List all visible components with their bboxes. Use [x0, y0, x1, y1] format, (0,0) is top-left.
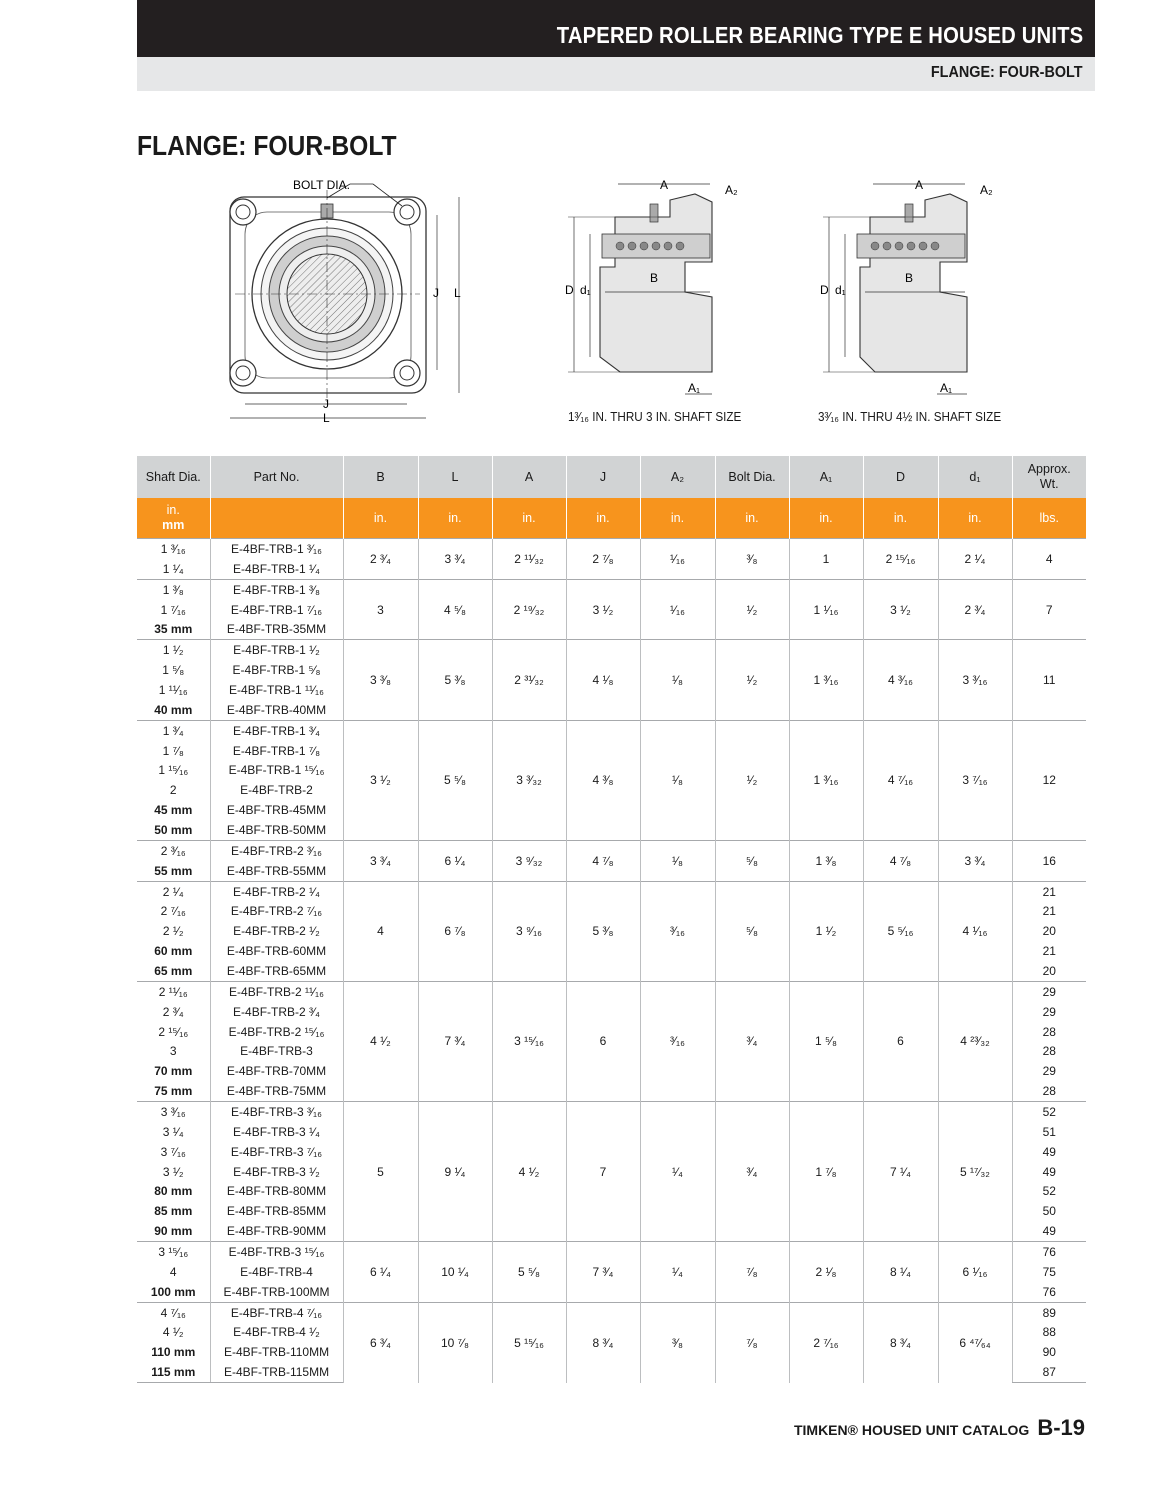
- weight-cell: 21: [1012, 941, 1086, 961]
- dim-d-label-2: D: [820, 283, 829, 297]
- weight-cell: 20: [1012, 921, 1086, 941]
- col-header-d: D: [863, 456, 938, 498]
- dim-a-label: A: [660, 178, 669, 192]
- table-row: [137, 539, 1086, 559]
- dim-a2-cell: ¹⁄₈: [640, 640, 715, 720]
- weight-cell: 21: [1012, 881, 1086, 901]
- shaft-dia-cell: 4 ⁷⁄₁₆: [137, 1302, 210, 1322]
- part-no-cell: E-4BF-TRB-1 ¹¹⁄₁₆: [210, 680, 343, 700]
- dim-d1-cell: 3 ⁷⁄₁₆: [938, 720, 1012, 840]
- part-no-cell: E-4BF-TRB-80MM: [210, 1182, 343, 1202]
- dim-b-cell: 5: [343, 1102, 418, 1242]
- dim-a-cell: 5 ⁵⁄₈: [492, 1242, 566, 1303]
- dim-l-cell: 3 ³⁄₄: [418, 539, 492, 580]
- shaft-dia-cell: 100 mm: [150, 1284, 196, 1299]
- part-no-cell: E-4BF-TRB-40MM: [210, 700, 343, 720]
- page-title: FLANGE: FOUR-BOLT: [137, 130, 397, 161]
- weight-cell: 88: [1012, 1323, 1086, 1343]
- table-row: [137, 981, 1086, 1001]
- dim-l-cell: 4 ⁵⁄₈: [418, 579, 492, 640]
- part-no-cell: E-4BF-TRB-60MM: [210, 941, 343, 961]
- weight-cell: 28: [1012, 1081, 1086, 1101]
- part-no-cell: E-4BF-TRB-2 ¹⁄₂: [210, 921, 343, 941]
- weight-cell: 20: [1012, 961, 1086, 981]
- weight-cell: 52: [1012, 1182, 1086, 1202]
- dim-b-cell: 6 ¹⁄₄: [343, 1242, 418, 1303]
- part-no-cell: E-4BF-TRB-100MM: [210, 1282, 343, 1302]
- shaft-dia-cell: 2 ³⁄₄: [162, 1004, 184, 1019]
- table-row: [137, 579, 1086, 599]
- dim-b-label-2: B: [905, 271, 914, 285]
- dim-d-cell: 8 ³⁄₄: [863, 1302, 938, 1382]
- dim-j-cell: 4 ¹⁄₈: [566, 640, 640, 720]
- part-no-cell: E-4BF-TRB-1 ⁷⁄₁₆: [210, 600, 343, 620]
- dim-j-cell: 8 ³⁄₄: [566, 1302, 640, 1382]
- col-header-a1: A₁: [789, 456, 863, 498]
- dim-a2-cell: ¹⁄₁₆: [640, 579, 715, 640]
- weight-cell: 49: [1012, 1162, 1086, 1182]
- dim-l-cell: 10 ¹⁄₄: [418, 1242, 492, 1303]
- dim-d-cell: 8 ¹⁄₄: [863, 1242, 938, 1303]
- dim-a-cell: 3 ³⁄₃₂: [492, 720, 566, 840]
- weight-cell: 75: [1012, 1262, 1086, 1282]
- dim-d1-label: d₁: [580, 283, 591, 297]
- unit-d: in.: [863, 498, 938, 539]
- weight-cell: 50: [1012, 1201, 1086, 1221]
- shaft-dia-cell: 110 mm: [151, 1345, 196, 1360]
- weight-cell: 51: [1012, 1122, 1086, 1142]
- dim-b-cell: 2 ³⁄₄: [343, 539, 418, 580]
- weight-cell: 49: [1012, 1221, 1086, 1241]
- dim-a2-cell: ¹⁄₄: [640, 1242, 715, 1303]
- shaft-dia-cell: 4: [169, 1264, 177, 1279]
- part-no-cell: E-4BF-TRB-1 ¹⁄₂: [210, 640, 343, 660]
- shaft-dia-cell: 2 ¹⁄₄: [137, 881, 210, 901]
- dim-d1-cell: 3 ³⁄₄: [938, 840, 1012, 881]
- shaft-dia-cell: 4 ¹⁄₂: [162, 1325, 184, 1340]
- part-no-cell: E-4BF-TRB-4 ¹⁄₂: [210, 1323, 343, 1343]
- shaft-dia-cell: 1 ⁷⁄₁₆: [160, 602, 186, 617]
- weight-cell: 16: [1012, 840, 1086, 881]
- dim-d-cell: 6: [863, 981, 938, 1101]
- dim-l-cell: 5 ⁵⁄₈: [418, 720, 492, 840]
- dim-l-bottom-label: L: [323, 411, 330, 425]
- dim-a1-cell: 1 ¹⁄₁₆: [789, 579, 863, 640]
- dim-a1-cell: 1 ³⁄₁₆: [789, 720, 863, 840]
- dim-a1-label-2: A₁: [940, 381, 953, 395]
- shaft-dia-cell: 1 ³⁄₁₆: [137, 539, 210, 559]
- shaft-dia-cell: 60 mm: [154, 944, 193, 959]
- dim-b-cell: 3: [343, 579, 418, 640]
- dim-a-cell: 3 ¹⁵⁄₁₆: [492, 981, 566, 1101]
- dim-bolt-cell: ³⁄₄: [715, 981, 789, 1101]
- weight-cell: 29: [1012, 981, 1086, 1001]
- shaft-dia-cell: 75 mm: [154, 1084, 193, 1099]
- shaft-dia-cell: 3 ⁷⁄₁₆: [160, 1144, 186, 1159]
- dim-b-cell: 3 ³⁄₈: [343, 640, 418, 720]
- table-row: [137, 720, 1086, 740]
- caption-small-shaft: 1³⁄₁₆ IN. THRU 3 IN. SHAFT SIZE: [568, 409, 742, 424]
- header-bar: [137, 0, 1095, 57]
- dim-j-cell: 5 ³⁄₈: [566, 881, 640, 981]
- table-row: [137, 1102, 1086, 1122]
- dim-b-cell: 3 ¹⁄₂: [343, 720, 418, 840]
- shaft-dia-cell: 50 mm: [154, 822, 193, 837]
- caption-large-shaft: 3³⁄₁₆ IN. THRU 4½ IN. SHAFT SIZE: [818, 409, 1002, 424]
- shaft-dia-cell: 45 mm: [154, 803, 193, 818]
- dim-bolt-cell: ⁵⁄₈: [715, 840, 789, 881]
- part-no-cell: E-4BF-TRB-1 ³⁄₄: [210, 720, 343, 740]
- part-no-cell: E-4BF-TRB-2 ¹¹⁄₁₆: [210, 981, 343, 1001]
- unit-l: in.: [418, 498, 492, 539]
- col-header-j: J: [566, 456, 640, 498]
- dim-d1-cell: 2 ¹⁄₄: [938, 539, 1012, 580]
- dim-l-cell: 9 ¹⁄₄: [418, 1102, 492, 1242]
- dim-j-cell: 3 ¹⁄₂: [566, 579, 640, 640]
- col-header-l: L: [418, 456, 492, 498]
- shaft-dia-cell: 1 ¹⁄₄: [162, 561, 184, 576]
- dim-d-cell: 4 ³⁄₁₆: [863, 640, 938, 720]
- dim-d-cell: 2 ¹⁵⁄₁₆: [863, 539, 938, 580]
- dim-a-cell: 4 ¹⁄₂: [492, 1102, 566, 1242]
- part-no-cell: E-4BF-TRB-2: [210, 780, 343, 800]
- weight-cell: 4: [1012, 539, 1086, 580]
- dim-a2-cell: ¹⁄₈: [640, 840, 715, 881]
- col-header-bolt: Bolt Dia.: [715, 456, 789, 498]
- shaft-dia-cell: 55 mm: [154, 863, 193, 878]
- dim-d1-cell: 6 ¹⁄₁₆: [938, 1242, 1012, 1303]
- shaft-dia-cell: 35 mm: [154, 622, 193, 637]
- dim-j-label: J: [433, 286, 439, 300]
- part-no-cell: E-4BF-TRB-55MM: [210, 861, 343, 881]
- unit-a1: in.: [789, 498, 863, 539]
- dim-d1-cell: 4 ¹⁄₁₆: [938, 881, 1012, 981]
- shaft-dia-cell: 1 ⁷⁄₈: [162, 743, 184, 758]
- dim-a2-cell: ³⁄₁₆: [640, 881, 715, 981]
- dim-bolt-cell: ⁷⁄₈: [715, 1242, 789, 1303]
- dim-a2-cell: ³⁄₈: [640, 1302, 715, 1382]
- dim-a1-cell: 1 ⁷⁄₈: [789, 1102, 863, 1242]
- shaft-dia-cell: 1 ¹⁄₂: [137, 640, 210, 660]
- weight-cell: 11: [1012, 640, 1086, 720]
- part-no-cell: E-4BF-TRB-3: [210, 1041, 343, 1061]
- shaft-dia-cell: 1 ¹¹⁄₁₆: [158, 682, 188, 697]
- part-no-cell: E-4BF-TRB-1 ⁵⁄₈: [210, 660, 343, 680]
- units-row: [137, 498, 1086, 539]
- dim-bolt-cell: ⁷⁄₈: [715, 1302, 789, 1382]
- dim-j-bottom-label: J: [323, 397, 329, 411]
- shaft-dia-cell: 115 mm: [137, 1362, 210, 1382]
- part-no-cell: E-4BF-TRB-3 ¹⁄₂: [210, 1162, 343, 1182]
- dim-b-label: B: [650, 271, 659, 285]
- shaft-dia-cell: 1 ³⁄₄: [137, 720, 210, 740]
- weight-cell: 12: [1012, 720, 1086, 840]
- table-header-row: [137, 456, 1086, 498]
- dim-b-cell: 4: [343, 881, 418, 981]
- weight-cell: 90: [1012, 1342, 1086, 1362]
- shaft-dia-cell: 3 ¹⁄₂: [162, 1164, 184, 1179]
- weight-cell: 52: [1012, 1102, 1086, 1122]
- weight-cell: 7: [1012, 579, 1086, 640]
- part-no-cell: E-4BF-TRB-2 ³⁄₁₆: [210, 840, 343, 860]
- dim-a2-label-2: A₂: [980, 183, 993, 197]
- dim-bolt-cell: ³⁄₄: [715, 1102, 789, 1242]
- part-no-cell: E-4BF-TRB-2 ¹⁵⁄₁₆: [210, 1022, 343, 1042]
- part-no-cell: E-4BF-TRB-3 ¹⁵⁄₁₆: [210, 1242, 343, 1262]
- front-view-drawing: [215, 170, 475, 430]
- unit-shaft: in. mm: [137, 498, 210, 539]
- weight-cell: 28: [1012, 1022, 1086, 1042]
- col-header-a: A: [492, 456, 566, 498]
- dim-d-cell: 4 ⁷⁄₁₆: [863, 720, 938, 840]
- col-header-part: Part No.: [210, 456, 343, 498]
- unit-b: in.: [343, 498, 418, 539]
- shaft-dia-cell: 80 mm: [154, 1184, 193, 1199]
- dim-d1-label-2: d₁: [835, 283, 846, 297]
- part-no-cell: E-4BF-TRB-3 ⁷⁄₁₆: [210, 1142, 343, 1162]
- shaft-dia-cell: 2 ¹⁄₂: [162, 924, 184, 939]
- weight-cell: 89: [1012, 1302, 1086, 1322]
- part-no-cell: E-4BF-TRB-70MM: [210, 1061, 343, 1081]
- dim-b-cell: 6 ³⁄₄: [343, 1302, 418, 1382]
- unit-bolt: in.: [715, 498, 789, 539]
- dim-bolt-cell: ³⁄₈: [715, 539, 789, 580]
- dim-l-cell: 10 ⁷⁄₈: [418, 1302, 492, 1382]
- table-row: [137, 881, 1086, 901]
- dim-l-cell: 6 ¹⁄₄: [418, 840, 492, 881]
- dim-j-cell: 4 ⁷⁄₈: [566, 840, 640, 881]
- shaft-dia-cell: 3 ¹⁵⁄₁₆: [137, 1242, 210, 1262]
- dim-bolt-cell: ⁵⁄₈: [715, 881, 789, 981]
- part-no-cell: E-4BF-TRB-90MM: [210, 1221, 343, 1241]
- dim-j-cell: 4 ³⁄₈: [566, 720, 640, 840]
- dim-a-cell: 3 ⁹⁄₁₆: [492, 881, 566, 981]
- unit-a: in.: [492, 498, 566, 539]
- weight-cell: 76: [1012, 1282, 1086, 1302]
- part-no-cell: E-4BF-TRB-2 ⁷⁄₁₆: [210, 901, 343, 921]
- shaft-dia-cell: 90 mm: [154, 1224, 193, 1239]
- shaft-dia-cell: 2 ¹⁵⁄₁₆: [158, 1024, 189, 1039]
- dim-l-cell: 6 ⁷⁄₈: [418, 881, 492, 981]
- dim-l-label: L: [454, 286, 461, 300]
- dim-a1-cell: 1 ⁵⁄₈: [789, 981, 863, 1101]
- dim-d1-cell: 3 ³⁄₁₆: [938, 640, 1012, 720]
- dim-l-cell: 5 ³⁄₈: [418, 640, 492, 720]
- part-no-cell: E-4BF-TRB-3 ³⁄₁₆: [210, 1102, 343, 1122]
- shaft-dia-cell: 1 ¹⁵⁄₁₆: [158, 763, 189, 778]
- part-no-cell: E-4BF-TRB-2 ³⁄₄: [210, 1002, 343, 1022]
- dim-d1-cell: 6 ⁴⁷⁄₆₄: [938, 1302, 1012, 1382]
- dim-a-label-2: A: [915, 178, 924, 192]
- dim-d1-cell: 5 ¹⁷⁄₃₂: [938, 1102, 1012, 1242]
- part-no-cell: E-4BF-TRB-110MM: [210, 1342, 343, 1362]
- dim-a2-cell: ¹⁄₁₆: [640, 539, 715, 580]
- shaft-dia-cell: 2 ⁷⁄₁₆: [160, 904, 186, 919]
- shaft-dia-cell: 3 ³⁄₁₆: [137, 1102, 210, 1122]
- col-header-a2: A₂: [640, 456, 715, 498]
- dim-a1-cell: 1 ¹⁄₂: [789, 881, 863, 981]
- table-row: [137, 1242, 1086, 1262]
- dim-a2-label: A₂: [725, 183, 738, 197]
- dim-b-cell: 4 ¹⁄₂: [343, 981, 418, 1101]
- shaft-dia-cell: 40 mm: [154, 702, 193, 717]
- part-no-cell: E-4BF-TRB-45MM: [210, 800, 343, 820]
- dim-d-label: D: [565, 283, 574, 297]
- shaft-dia-cell: 1 ³⁄₈: [137, 579, 210, 599]
- table-row: [137, 1302, 1086, 1322]
- weight-cell: 49: [1012, 1142, 1086, 1162]
- part-no-cell: E-4BF-TRB-1 ¹⁵⁄₁₆: [210, 760, 343, 780]
- weight-cell: 28: [1012, 1041, 1086, 1061]
- header-title: TAPERED ROLLER BEARING TYPE E HOUSED UNITS: [556, 22, 1083, 48]
- dim-d1-cell: 4 ²³⁄₃₂: [938, 981, 1012, 1101]
- dim-a-cell: 2 ¹⁹⁄₃₂: [492, 579, 566, 640]
- dim-bolt-cell: ¹⁄₂: [715, 720, 789, 840]
- col-header-shaft: Shaft Dia.: [137, 456, 210, 498]
- shaft-dia-cell: 2: [169, 783, 177, 798]
- weight-cell: 29: [1012, 1002, 1086, 1022]
- unit-a2: in.: [640, 498, 715, 539]
- unit-part: [210, 498, 343, 539]
- dim-d-cell: 4 ⁷⁄₈: [863, 840, 938, 881]
- catalog-name: TIMKEN® HOUSED UNIT CATALOG: [793, 1422, 1030, 1438]
- part-no-cell: E-4BF-TRB-4: [210, 1262, 343, 1282]
- part-no-cell: E-4BF-TRB-1 ³⁄₈: [210, 579, 343, 599]
- shaft-dia-cell: 65 mm: [154, 963, 193, 978]
- shaft-dia-cell: 85 mm: [154, 1204, 193, 1219]
- part-no-cell: E-4BF-TRB-85MM: [210, 1201, 343, 1221]
- part-no-cell: E-4BF-TRB-35MM: [210, 619, 343, 639]
- dim-d1-cell: 2 ³⁄₄: [938, 579, 1012, 640]
- dim-a2-cell: ³⁄₁₆: [640, 981, 715, 1101]
- col-header-d1: d₁: [938, 456, 1012, 498]
- part-no-cell: E-4BF-TRB-2 ¹⁄₄: [210, 881, 343, 901]
- dim-a1-cell: 2 ¹⁄₈: [789, 1242, 863, 1303]
- shaft-dia-cell: 70 mm: [154, 1064, 193, 1079]
- dim-a1-cell: 1 ³⁄₈: [789, 840, 863, 881]
- dim-a-cell: 2 ³¹⁄₃₂: [492, 640, 566, 720]
- weight-cell: 21: [1012, 901, 1086, 921]
- part-no-cell: E-4BF-TRB-3 ¹⁄₄: [210, 1122, 343, 1142]
- weight-cell: 87: [1012, 1362, 1086, 1382]
- table-row: [137, 640, 1086, 660]
- col-header-wt: Approx. Wt.: [1012, 456, 1086, 498]
- unit-d1: in.: [938, 498, 1012, 539]
- dim-a1-cell: 2 ⁷⁄₁₆: [789, 1302, 863, 1382]
- table-row: [137, 840, 1086, 860]
- side-view-small-drawing: [560, 172, 740, 402]
- dim-b-cell: 3 ³⁄₄: [343, 840, 418, 881]
- unit-j: in.: [566, 498, 640, 539]
- dim-j-cell: 6: [566, 981, 640, 1101]
- dim-bolt-cell: ¹⁄₂: [715, 640, 789, 720]
- subheader-bar: [137, 57, 1095, 91]
- shaft-dia-cell: 2 ¹¹⁄₁₆: [137, 981, 210, 1001]
- dim-a-cell: 2 ¹¹⁄₃₂: [492, 539, 566, 580]
- dim-a2-cell: ¹⁄₄: [640, 1102, 715, 1242]
- dim-j-cell: 2 ⁷⁄₈: [566, 539, 640, 580]
- part-no-cell: E-4BF-TRB-75MM: [210, 1081, 343, 1101]
- dim-d-cell: 3 ¹⁄₂: [863, 579, 938, 640]
- weight-cell: 29: [1012, 1061, 1086, 1081]
- dim-l-cell: 7 ³⁄₄: [418, 981, 492, 1101]
- dim-d-cell: 7 ¹⁄₄: [863, 1102, 938, 1242]
- col-header-b: B: [343, 456, 418, 498]
- dimensions-table: [137, 456, 1086, 1383]
- shaft-dia-cell: 3: [169, 1044, 177, 1059]
- dim-a-cell: 3 ⁹⁄₃₂: [492, 840, 566, 881]
- part-no-cell: E-4BF-TRB-4 ⁷⁄₁₆: [210, 1302, 343, 1322]
- shaft-dia-cell: 1 ⁵⁄₈: [162, 663, 185, 678]
- dim-a1-label: A₁: [688, 381, 701, 395]
- part-no-cell: E-4BF-TRB-65MM: [210, 961, 343, 981]
- dim-j-cell: 7 ³⁄₄: [566, 1242, 640, 1303]
- part-no-cell: E-4BF-TRB-50MM: [210, 820, 343, 840]
- unit-wt: lbs.: [1012, 498, 1086, 539]
- bolt-dia-label: BOLT DIA.: [293, 178, 350, 192]
- table-body: [137, 539, 1086, 1383]
- shaft-dia-cell: 2 ³⁄₁₆: [137, 840, 210, 860]
- dim-a2-cell: ¹⁄₈: [640, 720, 715, 840]
- dim-j-cell: 7: [566, 1102, 640, 1242]
- weight-cell: 76: [1012, 1242, 1086, 1262]
- side-view-large-drawing: [815, 172, 995, 402]
- part-no-cell: E-4BF-TRB-1 ¹⁄₄: [210, 559, 343, 579]
- header-subtitle: FLANGE: FOUR-BOLT: [931, 64, 1083, 81]
- dim-a1-cell: 1: [789, 539, 863, 580]
- shaft-dia-cell: 3 ¹⁄₄: [162, 1124, 184, 1139]
- page-number: B-19: [1037, 1415, 1085, 1440]
- dim-a-cell: 5 ¹⁵⁄₁₆: [492, 1302, 566, 1382]
- part-no-cell: E-4BF-TRB-1 ³⁄₁₆: [210, 539, 343, 559]
- part-no-cell: E-4BF-TRB-1 ⁷⁄₈: [210, 741, 343, 761]
- footer: [794, 1415, 1085, 1441]
- part-no-cell: E-4BF-TRB-115MM: [210, 1362, 343, 1382]
- dim-bolt-cell: ¹⁄₂: [715, 579, 789, 640]
- dim-d-cell: 5 ⁵⁄₁₆: [863, 881, 938, 981]
- dim-a1-cell: 1 ³⁄₁₆: [789, 640, 863, 720]
